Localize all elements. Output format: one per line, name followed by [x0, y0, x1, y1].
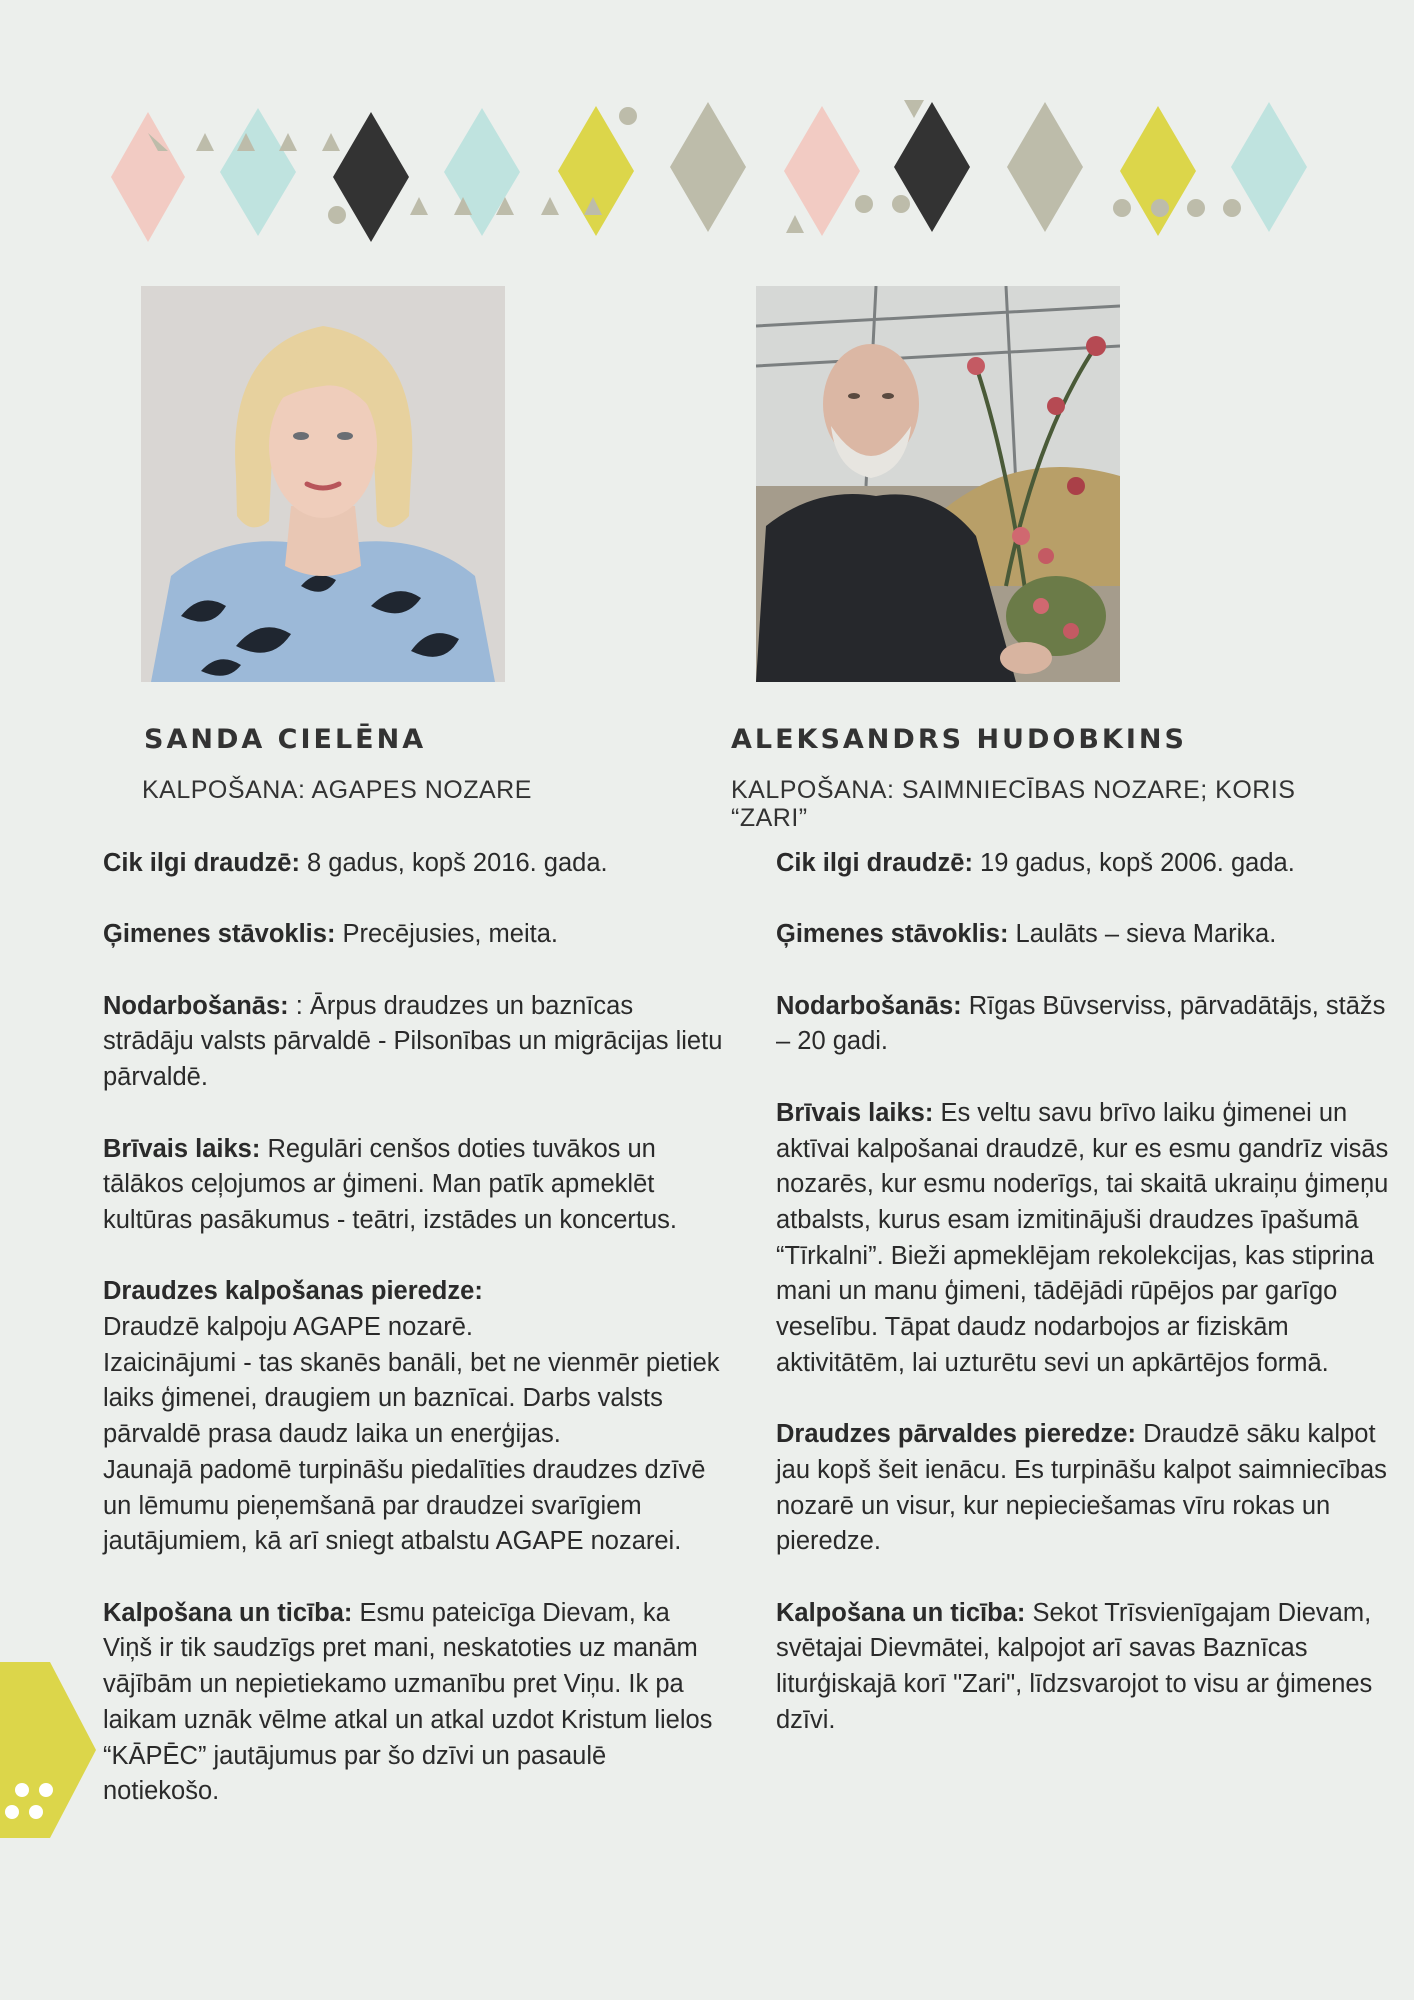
experience-paragraph — [103, 1274, 723, 1560]
ministry-role-right-line2: “ZARI” — [731, 804, 808, 832]
ministry-role-right — [731, 776, 1295, 832]
years-paragraph — [776, 846, 1396, 882]
years-value: 8 gadus, kopš 2016. gada. — [299, 849, 608, 877]
experience-line-2: Izaicinājumi - tas skanēs banāli, bet ne vienmēr pietiek laiks ģimenei, draugiem un baznīcai. Darbs valsts pārvaldē prasa daudz laika un enerģijas. — [103, 1348, 720, 1449]
free-time-label: Brīvais laiks: — [776, 1098, 934, 1127]
family-paragraph — [776, 917, 1396, 953]
ministry-role-right-line1: KALPOŠANA: SAIMNIECĪBAS NOZARE; KORIS — [731, 776, 1296, 804]
years-label: Cik ilgi draudzē: — [776, 849, 973, 877]
experience-line-1: Draudzē kalpoju AGAPE nozarē. — [103, 1313, 473, 1342]
family-paragraph — [103, 917, 723, 953]
free-time-paragraph — [103, 1132, 723, 1239]
free-time-label: Brīvais laiks: — [103, 1134, 261, 1163]
admin-experience-label: Draudzes pārvaldes pieredze: — [776, 1420, 1136, 1449]
faith-paragraph — [776, 1596, 1396, 1739]
experience-label: Draudzes kalpošanas pieredze: — [103, 1277, 483, 1306]
admin-experience-paragraph — [776, 1417, 1396, 1560]
faith-value: Sekot Trīsvienīgajam Dievam, svētajai Dievmātei, kalpojot arī savas Baznīcas liturģiskajā korī "Zari", līdzsvarojot to visu ar ģimenes dzīvi. — [776, 1598, 1373, 1734]
years-value: 19 gadus, kopš 2006. gada. — [972, 849, 1295, 877]
occupation-value: Rīgas Būvserviss, pārvadātājs, stāžs – 20 gadi. — [776, 991, 1386, 1056]
diamond-charcoal — [333, 112, 409, 242]
diamond-grey — [1007, 102, 1083, 232]
free-time-paragraph — [776, 1096, 1396, 1382]
diamond-shapes — [111, 102, 1307, 242]
diamond-grey — [670, 102, 746, 232]
experience-line-3: Jaunajā padomē turpināšu piedalīties draudzes dzīvē un lēmumu pieņemšanā par draudzei svarīgiem jautājumiem, kā arī sniegt atbalstu AGAPE nozarei. — [103, 1455, 706, 1556]
years-label: Cik ilgi draudzē: — [103, 849, 300, 877]
diamond-mint — [1231, 102, 1307, 232]
diamond-mint — [444, 108, 520, 236]
portrait-photo-right — [756, 286, 1120, 682]
person-name-left: SANDA CIELĒNA — [144, 724, 427, 755]
family-value: Precējusies, meita. — [335, 920, 558, 949]
diamond-charcoal — [894, 102, 970, 232]
admin-experience-value: Draudzē sāku kalpot jau kopš šeit ienācu. Es turpināšu kalpot saimniecības nozarē un visur, kur nepieciešamas vīru rokas un pieredze. — [776, 1420, 1387, 1556]
occupation-paragraph — [103, 989, 723, 1096]
free-time-value: Regulāri cenšos doties tuvākos un tālākos ceļojumos ar ģimeni. Man patīk apmeklēt kultūras pasākumus - teātri, izstādes un koncertus. — [103, 1134, 678, 1234]
occupation-label: Nodarbošanās: — [776, 991, 962, 1020]
decorative-diamond-banner — [0, 0, 1414, 260]
faith-paragraph — [103, 1596, 723, 1810]
diamond-mint — [220, 108, 296, 236]
occupation-label: Nodarbošanās: — [103, 991, 289, 1020]
ministry-role-left: KALPOŠANA: AGAPES NOZARE — [142, 776, 532, 804]
family-label: Ģimenes stāvoklis: — [103, 920, 336, 949]
diamond-pink — [111, 112, 185, 242]
profile-text-right — [776, 846, 1396, 1774]
family-label: Ģimenes stāvoklis: — [776, 920, 1009, 949]
occupation-value: : Ārpus draudzes un baznīcas strādāju valsts pārvaldē - Pilsonības un migrācijas lietu pārvaldē. — [103, 991, 723, 1092]
faith-label: Kalpošana un ticība: — [103, 1598, 353, 1627]
faith-label: Kalpošana un ticība: — [776, 1598, 1026, 1627]
faith-value: Esmu pateicīga Dievam, ka Viņš ir tik saudzīgs pret mani, neskatoties uz manām vājībām un nepietiekamo uzmanību pret Viņu. Ik pa laikam uznāk vēlme atkal un atkal uzdot Kristum lielos “KĀPĒC” jautājumus par šo dzīvi un pasaulē notiekošo. — [103, 1598, 713, 1806]
portrait-photo-left — [141, 286, 505, 682]
person-name-right: ALEKSANDRS HUDOBKINS — [731, 724, 1187, 755]
free-time-value: Es veltu savu brīvo laiku ģimenei un aktīvai kalpošanai draudzē, kur es esmu gandrīz visās nozarēs, kur esmu noderīgs, tai skaitā ukraiņu ģimeņu atbalsts, kurus esam izmitinājuši draudzes īpašumā “Tīrkalni”. Bieži apmeklējam rekolekcijas, kas stiprina mani un manu ģimeni, tādējādi rūpējos par garīgo veselību. Tāpat daudz nodarbojos ar fiziskām aktivitātēm, lai uzturētu sevi un apkārtējos formā. — [776, 1098, 1389, 1377]
years-paragraph — [103, 846, 723, 882]
family-value: Laulāts – sieva Marika. — [1008, 920, 1277, 949]
diamond-yellow — [558, 106, 634, 236]
profile-text-left — [103, 846, 723, 1846]
occupation-paragraph — [776, 989, 1396, 1060]
decorative-hexagon — [0, 1660, 110, 1840]
